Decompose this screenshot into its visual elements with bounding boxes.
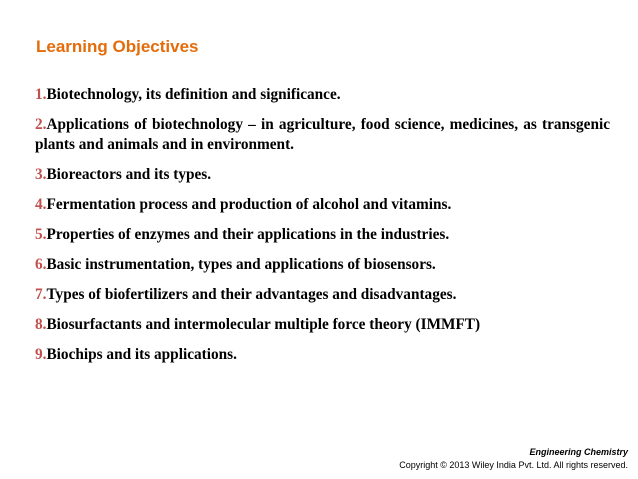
objective-number: 1.	[35, 86, 47, 103]
objective-item	[35, 285, 610, 305]
objective-text: Biochips and its applications.	[46, 346, 237, 363]
objective-number: 4.	[35, 196, 47, 213]
objective-text: Applications of biotechnology – in agriculture, food science, medicines, as transgenic plants and animals and in environment.	[35, 116, 610, 153]
copyright-notice: Copyright © 2013 Wiley India Pvt. Ltd. All rights reserved.	[399, 460, 628, 470]
objective-number: 6.	[35, 256, 47, 273]
slide-footer	[399, 446, 628, 472]
objective-item	[35, 115, 610, 155]
slide-title: Learning Objectives	[36, 37, 199, 56]
objective-item	[35, 315, 610, 335]
objective-item	[35, 165, 610, 185]
objective-item	[35, 255, 610, 275]
objectives-list	[35, 85, 610, 375]
objective-text: Properties of enzymes and their applications in the industries.	[46, 226, 450, 243]
objective-number: 2.	[35, 116, 47, 133]
objective-number: 8.	[35, 316, 47, 333]
objective-number: 5.	[35, 226, 47, 243]
objective-text: Fermentation process and production of alcohol and vitamins.	[46, 196, 452, 213]
objective-item	[35, 195, 610, 215]
objective-item	[35, 225, 610, 245]
objective-item	[35, 345, 610, 365]
book-title: Engineering Chemistry	[529, 447, 628, 457]
objective-text: Basic instrumentation, types and applications of biosensors.	[46, 256, 436, 273]
objective-number: 3.	[35, 166, 47, 183]
objective-text: Types of biofertilizers and their advantages and disadvantages.	[46, 286, 457, 303]
objective-text: Biotechnology, its definition and significance.	[46, 86, 341, 103]
objective-number: 7.	[35, 286, 47, 303]
objective-text: Biosurfactants and intermolecular multiple force theory (IMMFT)	[46, 316, 481, 333]
objective-item	[35, 85, 610, 105]
objective-text: Bioreactors and its types.	[46, 166, 212, 183]
objective-number: 9.	[35, 346, 47, 363]
